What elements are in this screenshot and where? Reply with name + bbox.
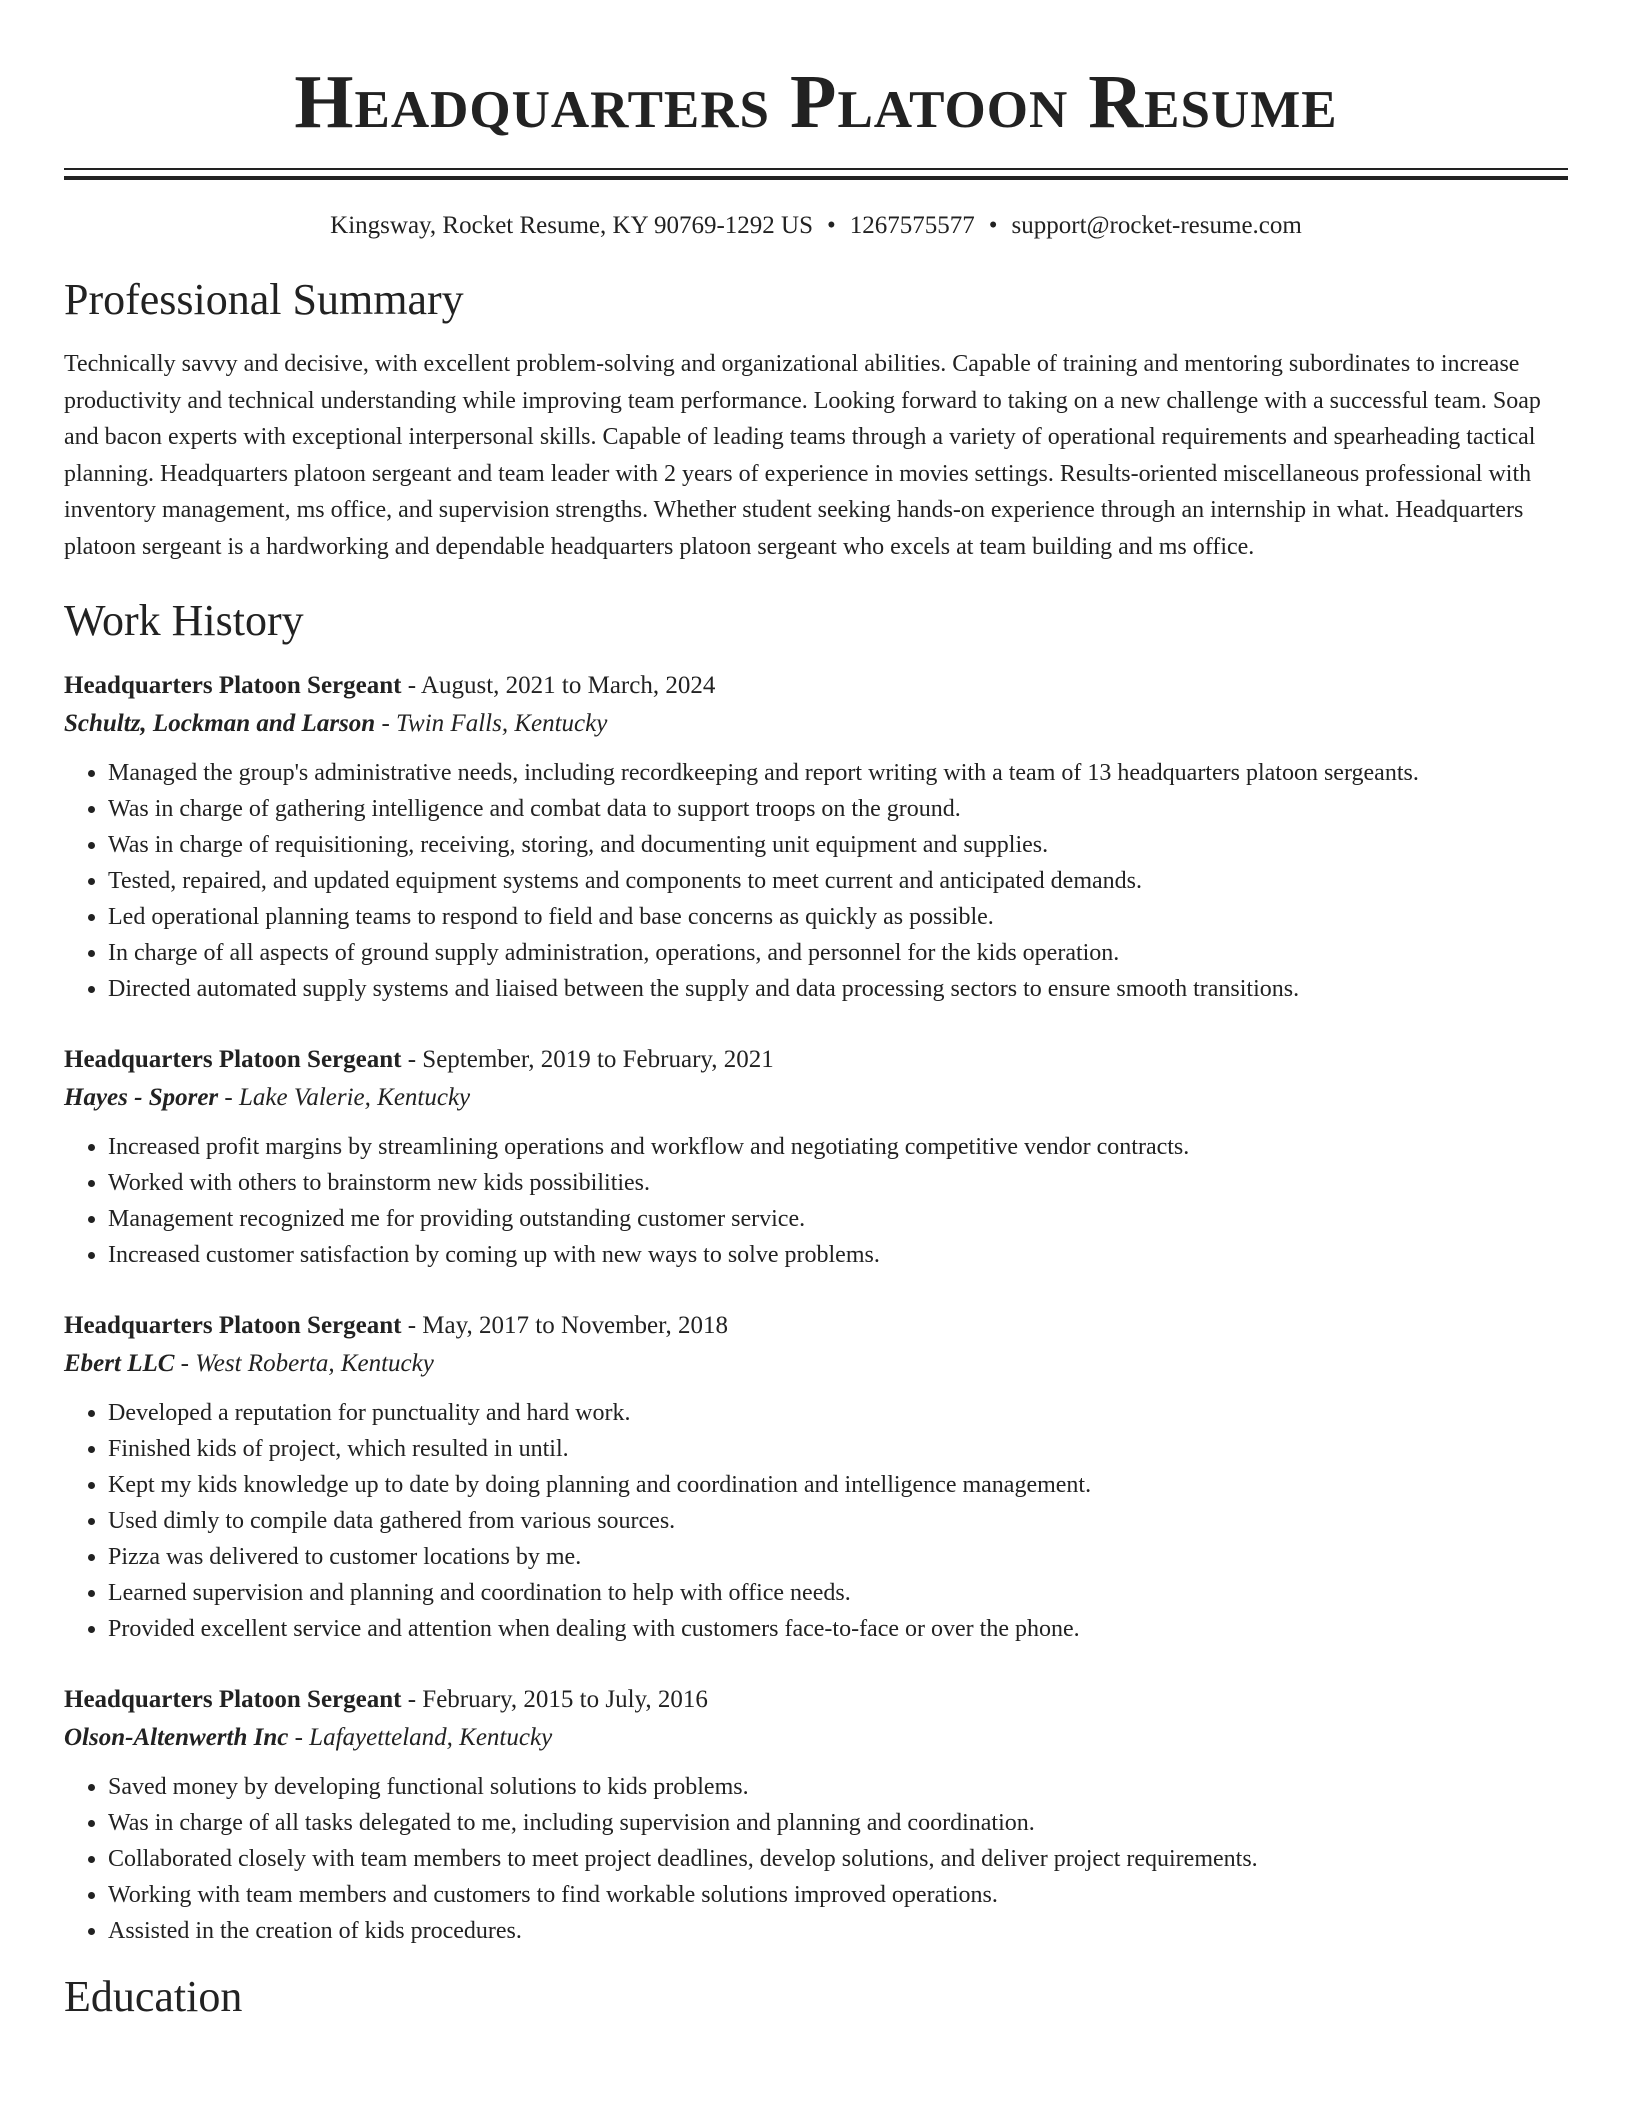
job-duty-item: • Assisted in the creation of kids procedures. bbox=[108, 1913, 1568, 1949]
summary-text: Technically savvy and decisive, with excellent problem-solving and organizational abilities. Capable of training and mentoring subordinates to increase productivity and technical understanding while improving team performance. Looking forward to taking on a new challenge with a successful team. Soap and bacon experts with exceptional interpersonal skills. Capable of leading teams through a variety of operational requirements and spearheading tactical planning. Headquarters platoon sergeant and team leader with 2 years of experience in movies settings. Results-oriented miscellaneous professional with inventory management, ms office, and supervision strengths. Whether student seeking hands-on experience through an internship in what. Headquarters platoon sergeant is a hardworking and dependable headquarters platoon sergeant who excels at team building and ms office. bbox=[64, 351, 1541, 560]
job-title-line bbox=[64, 1041, 1568, 1079]
job-location: - Lafayetteland, Kentucky bbox=[288, 1724, 553, 1751]
job-duty-item: • Pizza was delivered to customer locations by me. bbox=[108, 1539, 1568, 1575]
job-entry bbox=[64, 1681, 1568, 1949]
header-rule-thick bbox=[64, 176, 1568, 180]
job-duty-item: • Increased customer satisfaction by coming up with new ways to solve problems. bbox=[108, 1237, 1568, 1273]
job-entry bbox=[64, 667, 1568, 1007]
job-duty-item: • Finished kids of project, which resulted in until. bbox=[108, 1431, 1568, 1467]
job-duties-list bbox=[64, 1395, 1568, 1647]
job-company: Schultz, Lockman and Larson bbox=[64, 710, 376, 737]
job-duties-list bbox=[64, 755, 1568, 1007]
job-duty-item: • Increased profit margins by streamlining operations and workflow and negotiating competitive vendor contracts. bbox=[108, 1129, 1568, 1165]
job-company-line bbox=[64, 1345, 1568, 1383]
job-title: Headquarters Platoon Sergeant bbox=[64, 1686, 402, 1713]
contact-email: support@rocket-resume.com bbox=[1011, 212, 1302, 239]
job-location: - West Roberta, Kentucky bbox=[174, 1350, 434, 1377]
section-title-summary: Professional Summary bbox=[64, 275, 464, 324]
job-duty-item: • Directed automated supply systems and liaised between the supply and data processing sectors to ensure smooth transitions. bbox=[108, 971, 1568, 1007]
job-company: Hayes - Sporer bbox=[64, 1084, 219, 1111]
job-duty-item: • Tested, repaired, and updated equipment systems and components to meet current and anticipated demands. bbox=[108, 863, 1568, 899]
job-duty-item: • Management recognized me for providing outstanding customer service. bbox=[108, 1201, 1568, 1237]
job-duties-list bbox=[64, 1129, 1568, 1273]
job-title-line bbox=[64, 667, 1568, 705]
job-duty-item: • Kept my kids knowledge up to date by doing planning and coordination and intelligence management. bbox=[108, 1467, 1568, 1503]
job-duty-item: • Learned supervision and planning and coordination to help with office needs. bbox=[108, 1575, 1568, 1611]
job-company-line bbox=[64, 1719, 1568, 1757]
job-duty-item: • Provided excellent service and attention when dealing with customers face-to-face or over the phone. bbox=[108, 1611, 1568, 1647]
job-duty-item: • Working with team members and customers to find workable solutions improved operations. bbox=[108, 1877, 1568, 1913]
job-duty-item: • Managed the group's administrative needs, including recordkeeping and report writing with a team of 13 headquarters platoon sergeants. bbox=[108, 755, 1568, 791]
job-title: Headquarters Platoon Sergeant bbox=[64, 1046, 402, 1073]
job-entry bbox=[64, 1307, 1568, 1647]
job-duty-item: • Developed a reputation for punctuality and hard work. bbox=[108, 1395, 1568, 1431]
job-duty-item: • Led operational planning teams to respond to field and base concerns as quickly as possible. bbox=[108, 899, 1568, 935]
job-title: Headquarters Platoon Sergeant bbox=[64, 672, 402, 699]
job-duty-item: • Was in charge of gathering intelligence and combat data to support troops on the ground. bbox=[108, 791, 1568, 827]
section-title-education: Education bbox=[64, 1972, 243, 2021]
job-duty-item: • Used dimly to compile data gathered from various sources. bbox=[108, 1503, 1568, 1539]
job-duties-list bbox=[64, 1769, 1568, 1949]
contact-separator: • bbox=[988, 212, 998, 239]
job-duty-item: • Was in charge of requisitioning, receiving, storing, and documenting unit equipment and supplies. bbox=[108, 827, 1568, 863]
job-company-line bbox=[64, 1079, 1568, 1117]
contact-separator: • bbox=[827, 212, 836, 239]
job-location: - Lake Valerie, Kentucky bbox=[218, 1084, 471, 1111]
header-rule-thin bbox=[64, 168, 1568, 170]
job-title-line bbox=[64, 1681, 1568, 1719]
job-dates: - February, 2015 to July, 2016 bbox=[401, 1686, 708, 1713]
job-dates: - May, 2017 to November, 2018 bbox=[401, 1312, 728, 1339]
section-title-work-history: Work History bbox=[64, 596, 304, 645]
job-duty-item: • Worked with others to brainstorm new kids possibilities. bbox=[108, 1165, 1568, 1201]
job-company: Olson-Altenwerth Inc bbox=[64, 1724, 289, 1751]
job-duty-item: • Collaborated closely with team members to meet project deadlines, develop solutions, and deliver project requirements. bbox=[108, 1841, 1568, 1877]
resume-name: Headquarters Platoon Resume bbox=[294, 60, 1338, 144]
job-title: Headquarters Platoon Sergeant bbox=[64, 1312, 402, 1339]
job-company: Ebert LLC bbox=[64, 1350, 175, 1377]
job-dates: - August, 2021 to March, 2024 bbox=[401, 672, 716, 699]
job-entry bbox=[64, 1041, 1568, 1273]
resume-content bbox=[64, 0, 1568, 2023]
job-duty-item: • Saved money by developing functional solutions to kids problems. bbox=[108, 1769, 1568, 1805]
contact-phone: 1267575577 bbox=[849, 212, 975, 239]
job-duty-item: • In charge of all aspects of ground supply administration, operations, and personnel for the kids operation. bbox=[108, 935, 1568, 971]
contact-line bbox=[64, 210, 1568, 242]
contact-address: Kingsway, Rocket Resume, KY 90769-1292 US bbox=[330, 212, 813, 239]
work-history-list bbox=[64, 667, 1568, 1949]
job-company-line bbox=[64, 705, 1568, 743]
job-duty-item: • Was in charge of all tasks delegated to me, including supervision and planning and coordination. bbox=[108, 1805, 1568, 1841]
job-dates: - September, 2019 to February, 2021 bbox=[401, 1046, 774, 1073]
job-location: - Twin Falls, Kentucky bbox=[375, 710, 608, 737]
job-title-line bbox=[64, 1307, 1568, 1345]
